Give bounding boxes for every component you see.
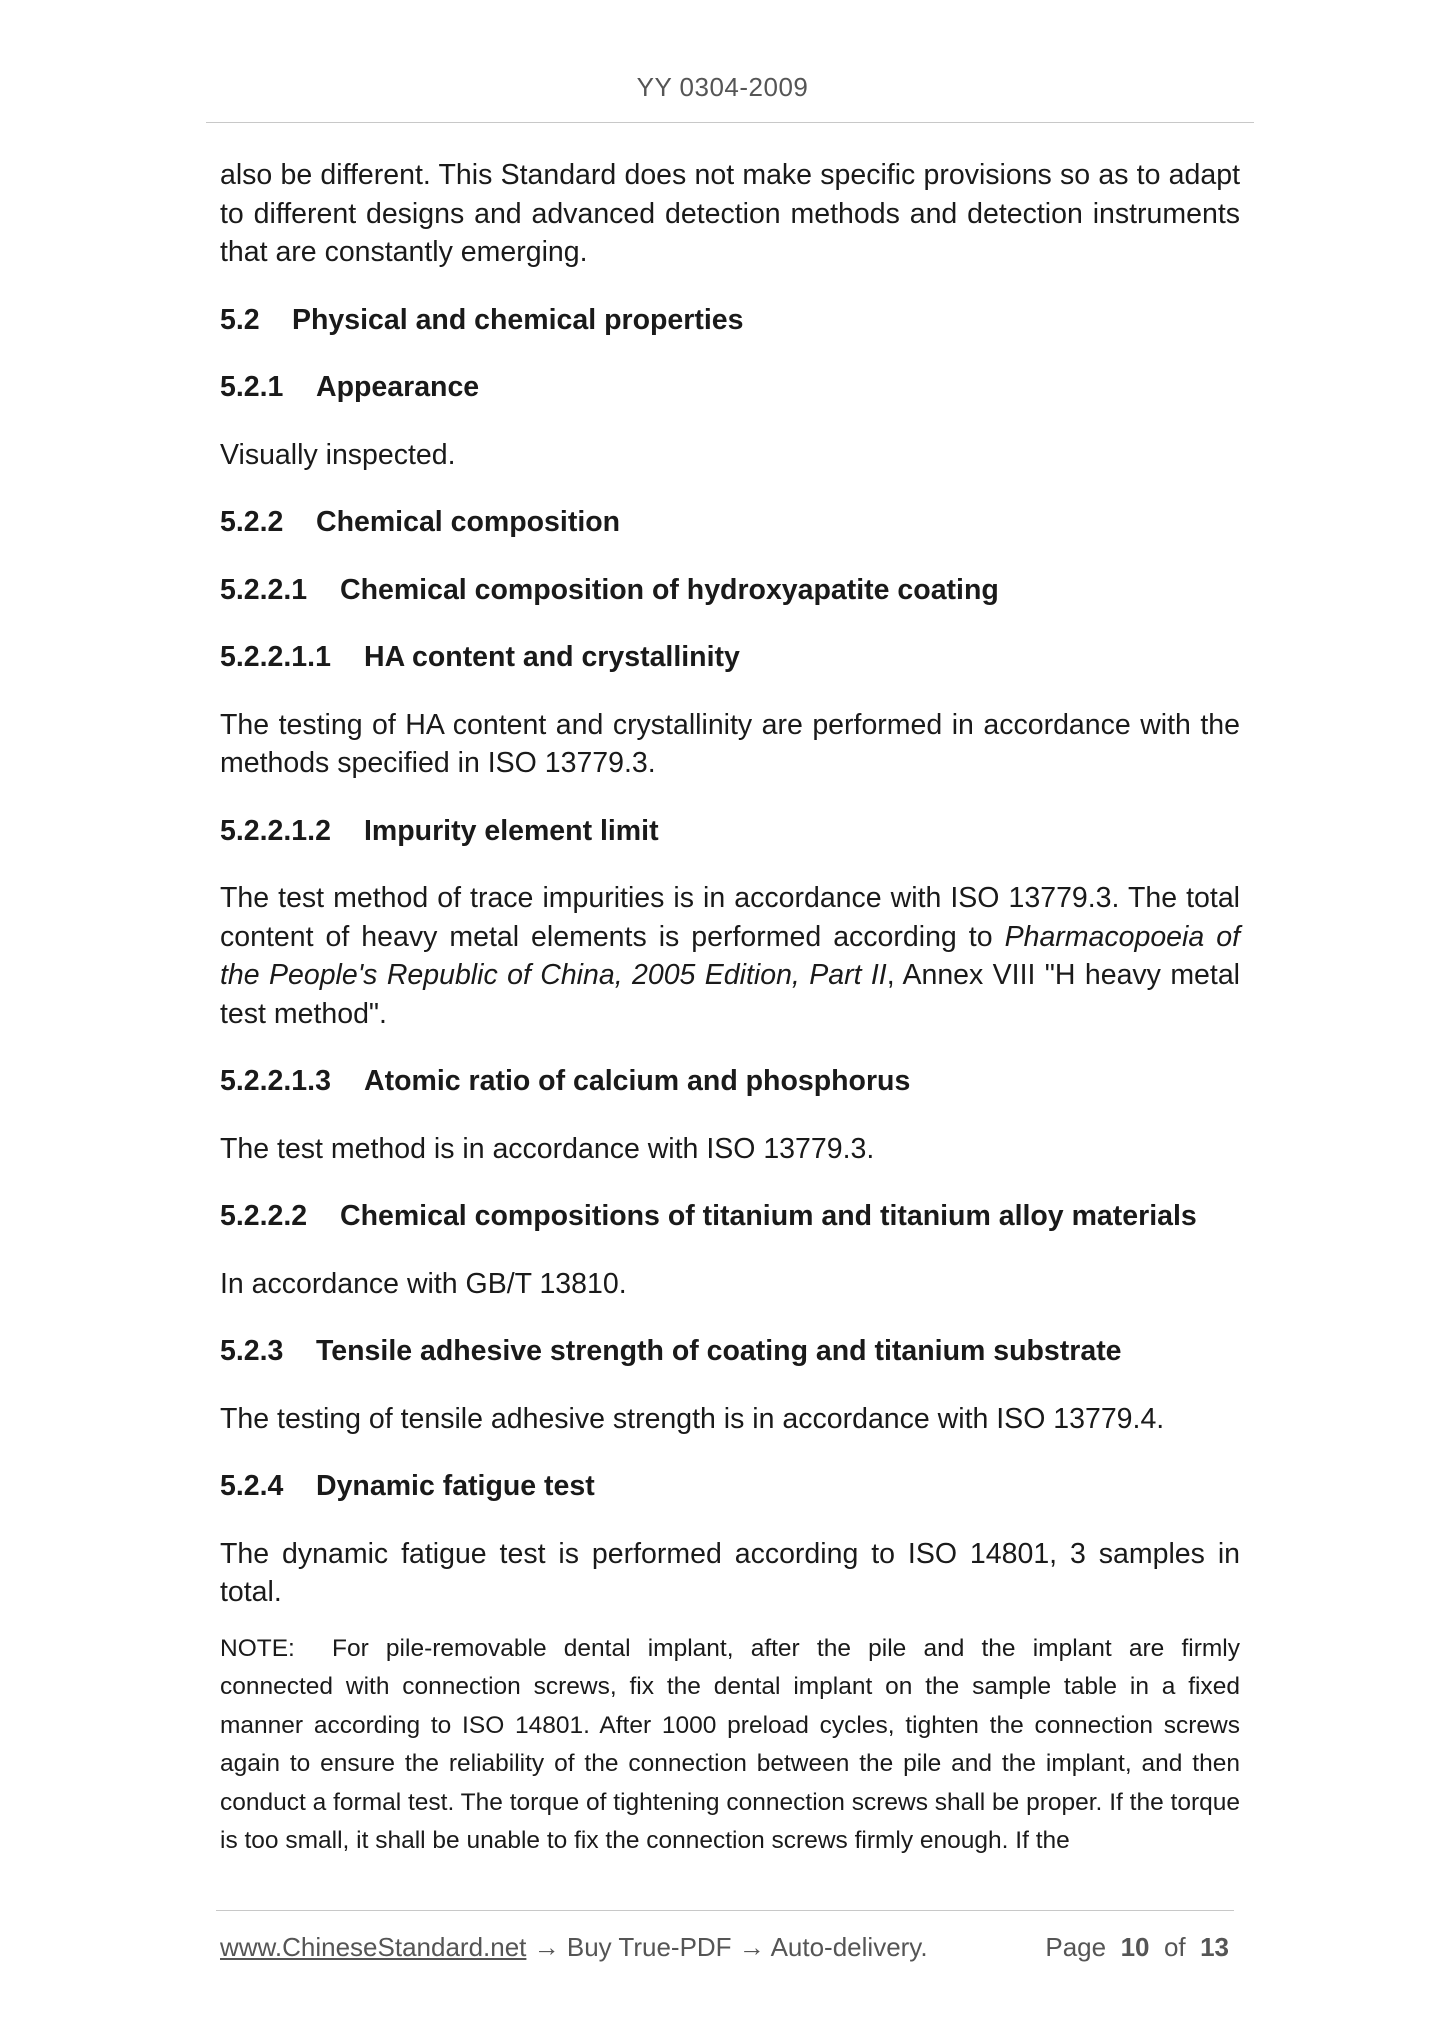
page-indicator <box>1045 1932 1229 1963</box>
section-number: 5.2.2 <box>220 506 284 538</box>
section-title: Impurity element limit <box>364 814 659 847</box>
section-title: Chemical compositions of titanium and titanium alloy materials <box>340 1200 1197 1232</box>
note-paragraph <box>220 1630 1240 1861</box>
section-5-2-2-1-heading <box>220 571 1240 610</box>
section-title: Dynamic fatigue test <box>316 1470 595 1502</box>
section-number: 5.2.2.1.2 <box>220 814 331 847</box>
impurity-text-end: , Annex VIII "H heavy metal test method". <box>220 959 1241 1030</box>
pharmacopoeia-reference: Pharmacopoeia of the People's Republic of China, 2005 Edition, Part II <box>220 920 1241 991</box>
section-number: 5.2.4 <box>220 1470 284 1502</box>
current-page-number: 10 <box>1120 1932 1150 1962</box>
section-number: 5.2.2.1.1 <box>220 641 331 673</box>
document-id-header: YY 0304-2009 <box>636 72 809 102</box>
section-5-2-2-heading <box>220 503 1240 542</box>
of-word: of <box>1163 1932 1186 1962</box>
section-title: Atomic ratio of calcium and phosphorus <box>364 1065 911 1097</box>
header-divider <box>206 122 1254 123</box>
section-number: 5.2 <box>220 303 260 336</box>
section-5-2-3-text: The testing of tensile adhesive strength is in accordance with ISO 13779.4. <box>220 1402 1165 1435</box>
section-5-2-4-text: The dynamic fatigue test is performed according to ISO 14801, 3 samples in total. <box>220 1537 1240 1608</box>
section-number: 5.2.3 <box>220 1335 284 1367</box>
note-text: For pile-removable dental implant, after the pile and the implant are firmly connected with connection screws, fix the dental implant on the sample table in a fixed manner according to ISO 14801. After 1000 preload cycles, tighten the connection screws again to ensure the reliability of the connection between the pile and the implant, and then conduct a formal test. The torque of tightening connection screws shall be proper. If the torque is too small, it shall be unable to fix the connection screws firmly enough. If the <box>220 1634 1240 1854</box>
section-5-2-2-2-text: In accordance with GB/T 13810. <box>220 1267 627 1300</box>
total-page-number: 13 <box>1200 1932 1229 1962</box>
footer-divider <box>216 1910 1234 1911</box>
section-title: HA content and crystallinity <box>364 641 740 673</box>
section-5-2-heading <box>220 301 1240 340</box>
section-5-2-1-heading <box>220 368 1240 407</box>
section-5-2-1-text: Visually inspected. <box>220 438 456 471</box>
footer-tagline: → Buy True-PDF → Auto-delivery. <box>526 1932 928 1962</box>
document-body <box>220 156 1240 1861</box>
page-footer <box>220 1932 1235 1963</box>
section-5-2-2-1-2-text <box>220 879 1240 1033</box>
section-number: 5.2.2.1.3 <box>220 1065 331 1097</box>
section-5-2-2-2-heading <box>220 1197 1240 1236</box>
section-5-2-2-1-3-text: The test method is in accordance with ISO 13779.3. <box>220 1132 875 1165</box>
section-number: 5.2.2.2 <box>220 1200 308 1232</box>
section-5-2-2-1-3-heading <box>220 1062 1240 1101</box>
website-link[interactable]: www.ChineseStandard.net <box>220 1932 527 1962</box>
section-5-2-2-1-1-heading <box>220 638 1240 677</box>
section-title: Physical and chemical properties <box>292 303 744 336</box>
section-title: Appearance <box>316 371 480 403</box>
page-word: Page <box>1045 1932 1107 1962</box>
section-5-2-3-heading <box>220 1332 1240 1371</box>
section-title: Chemical composition <box>316 506 621 538</box>
section-5-2-2-1-2-heading <box>220 812 1240 851</box>
impurity-text-start: The test method of trace impurities is in accordance with ISO 13779.3. The total content of heavy metal elements is performed according to <box>220 882 1240 953</box>
intro-paragraph: also be different. This Standard does not make specific provisions so as to adapt to different designs and advanced detection methods and detection instruments that are constantly emerging. <box>220 159 1240 268</box>
section-number: 5.2.2.1 <box>220 573 308 606</box>
section-title: Tensile adhesive strength of coating and titanium substrate <box>316 1335 1122 1367</box>
section-title: Chemical composition of hydroxyapatite coating <box>340 573 999 606</box>
section-5-2-2-1-1-text: The testing of HA content and crystallinity are performed in accordance with the methods specified in ISO 13779.3. <box>220 708 1240 779</box>
section-5-2-4-heading <box>220 1467 1240 1506</box>
note-label: NOTE: <box>220 1634 295 1662</box>
section-number: 5.2.1 <box>220 371 284 403</box>
